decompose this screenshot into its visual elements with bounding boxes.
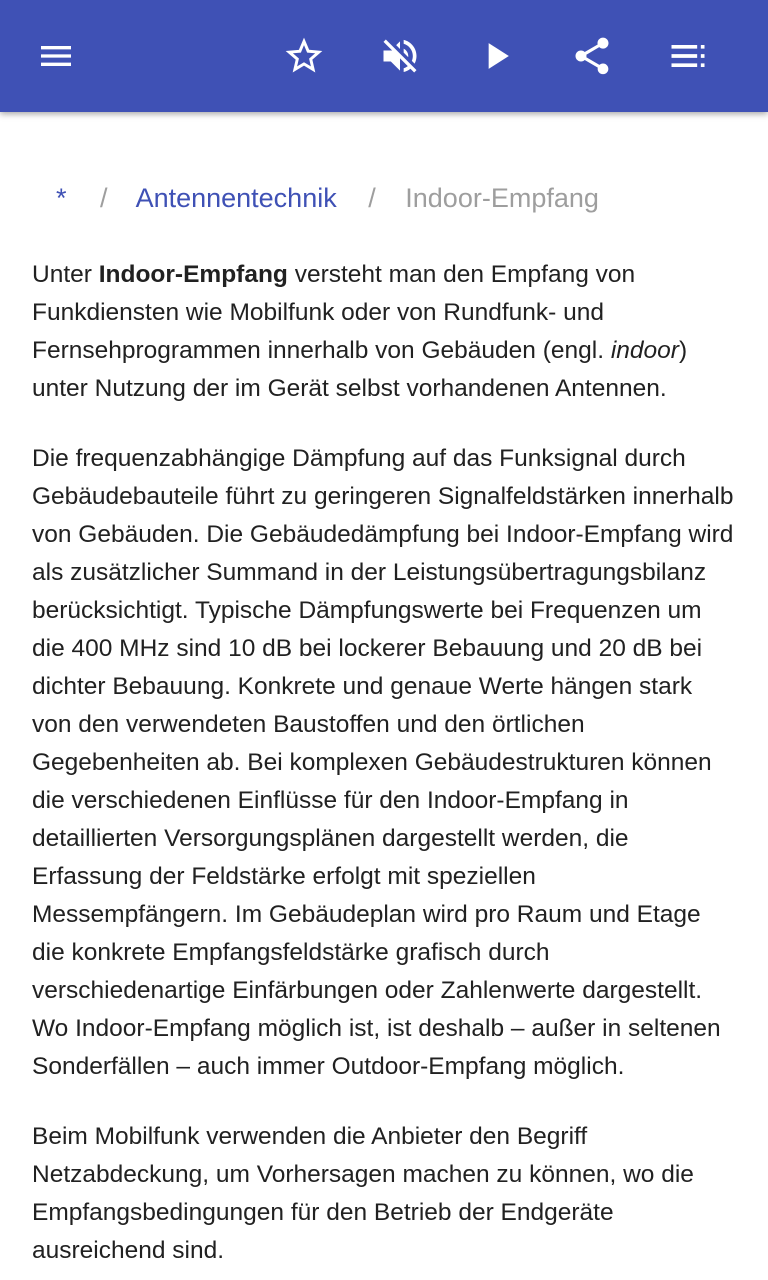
article-paragraph: Die frequenzabhängige Dämpfung auf das Funksignal durch Gebäudebauteile führt zu geringeren Signalfeldstärken innerhalb von Gebäuden. Die Gebäudedämpfung bei Indoor-Empfang wird als zusätzlicher Summand in der Leistungsübertragungsbilanz berücksichtigt. Typische Dämpfungswerte bei Frequenzen um die 400 MHz sind 10 dB bei lockerer Bebauung und 20 dB bei dichter Bebauung. Konkrete und genaue Werte hängen stark von den verwendeten Baustoffen und den örtlichen Gegebenheiten ab. Bei komplexen Gebäudestrukturen können die verschiedenen Einflüsse für den Indoor-Empfang in detaillierten Versorgungsplänen dargestellt werden, die Erfassung der Feldstärke erfolgt mit speziellen Messempfängern. Im Gebäudeplan wird pro Raum und Etage die konkrete Empfangsfeldstärke grafisch durch verschiedenartige Einfärbungen oder Zahlenwerte dargestellt. Wo Indoor-Empfang möglich ist, ist deshalb – außer in seltenen Sonderfällen – auch immer Outdoor-Empfang möglich. bbox=[32, 445, 734, 1080]
star-outline-icon bbox=[282, 34, 326, 78]
article-foreign-term: indoor bbox=[610, 337, 679, 364]
breadcrumb-separator: / bbox=[100, 183, 108, 213]
contents-button[interactable] bbox=[652, 20, 724, 92]
volume-off-icon bbox=[378, 34, 422, 78]
bookmark-button[interactable] bbox=[268, 20, 340, 92]
menu-icon bbox=[36, 36, 76, 76]
play-icon bbox=[474, 34, 518, 78]
content-area bbox=[0, 112, 768, 1280]
breadcrumb-separator: / bbox=[368, 183, 376, 213]
menu-button[interactable] bbox=[20, 20, 92, 92]
breadcrumb-current: Indoor-Empfang bbox=[405, 183, 599, 213]
app-bar bbox=[0, 0, 768, 112]
playlist-icon bbox=[666, 34, 710, 78]
article-paragraph: Unter Indoor-Empfang versteht man den Empfang von Funkdiensten wie Mobilfunk oder von Rundfunk- und Fernsehprogrammen innerhalb von Gebäuden (engl. indoor) unter Nutzung der im Gerät selbst vorhandenen Antennen. bbox=[32, 261, 688, 402]
play-button[interactable] bbox=[460, 20, 532, 92]
breadcrumb-parent-link[interactable]: Antennentechnik bbox=[135, 183, 337, 213]
breadcrumb-root-link[interactable]: * bbox=[56, 183, 67, 213]
mute-button[interactable] bbox=[364, 20, 436, 92]
article-body bbox=[32, 256, 738, 1280]
article-paragraph: Beim Mobilfunk verwenden die Anbieter den Begriff Netzabdeckung, um Vorhersagen machen zu können, wo die Empfangsbedingungen für den Betrieb der Endgeräte ausreichend sind. bbox=[32, 1123, 694, 1264]
breadcrumb bbox=[56, 182, 599, 214]
share-button[interactable] bbox=[556, 20, 628, 92]
article-term: Indoor-Empfang bbox=[98, 261, 288, 288]
share-icon bbox=[570, 34, 614, 78]
